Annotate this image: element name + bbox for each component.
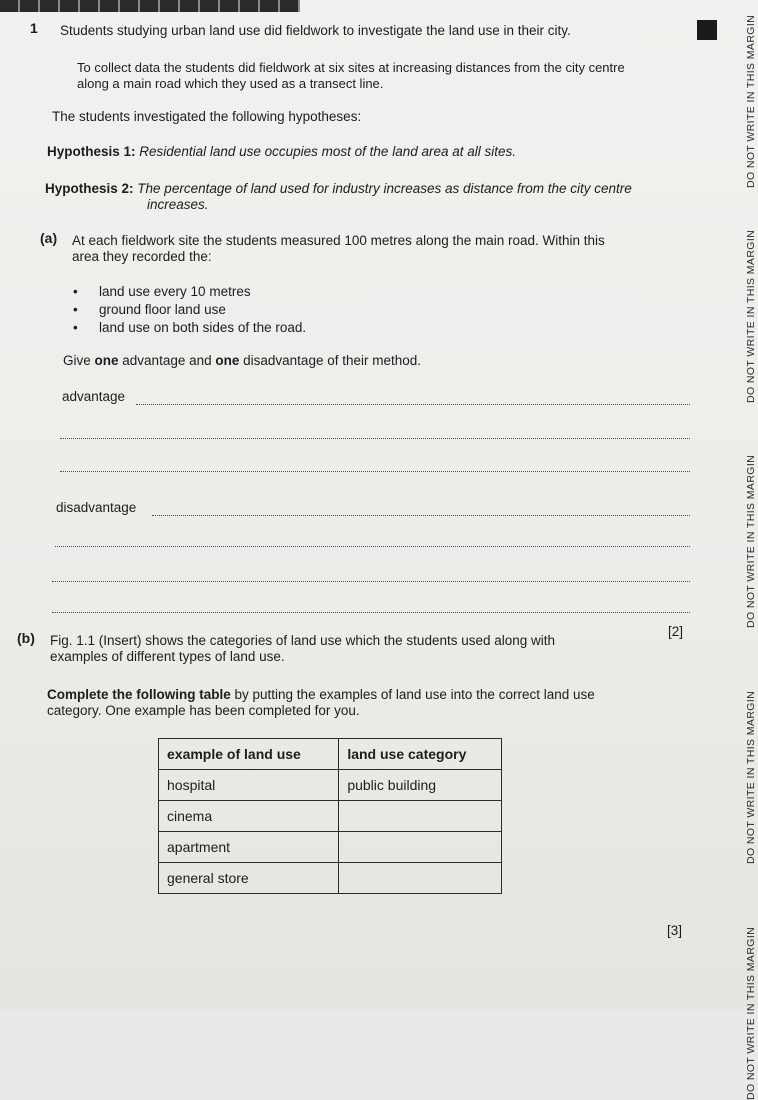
method-line-1: To collect data the students did fieldwork at six sites at increasing distances from the city centre <box>77 60 625 75</box>
category-answer-cell[interactable] <box>339 832 502 863</box>
registration-mark <box>697 20 717 40</box>
hypothesis-2-text-line-1: The percentage of land used for industry increases as distance from the city centre <box>137 181 632 196</box>
table-row <box>159 801 502 832</box>
method-line-2: along a main road which they used as a transect line. <box>77 76 384 91</box>
part-a-label: (a) <box>40 230 58 246</box>
part-a-bullet-1: • land use every 10 metres <box>99 283 251 300</box>
instruction-rest: by putting the examples of land use into the correct land use <box>230 687 595 702</box>
part-a-marks: [2] <box>668 624 684 639</box>
instruction-bold: Complete the following table <box>47 687 231 702</box>
advantage-answer-line-1[interactable] <box>136 404 690 405</box>
hypothesis-1-label: Hypothesis 1: <box>47 144 136 159</box>
instruction-pre: Give <box>63 353 95 368</box>
example-cell: general store <box>159 863 339 894</box>
question-intro: Students studying urban land use did fieldwork to investigate the land use in their city. <box>60 23 571 38</box>
margin-warning-1: DO NOT WRITE IN THIS MARGIN <box>745 14 757 188</box>
disadvantage-answer-line-4[interactable] <box>52 612 690 613</box>
part-b-line-2: examples of different types of land use. <box>50 649 285 664</box>
margin-warning-3: DO NOT WRITE IN THIS MARGIN <box>745 454 757 628</box>
instruction-mid: advantage and <box>118 353 216 368</box>
hypothesis-2-text-line-2: increases. <box>147 197 209 212</box>
category-cell: public building <box>339 770 502 801</box>
part-a-instruction <box>63 352 421 369</box>
category-answer-cell[interactable] <box>339 863 502 894</box>
part-a-bullet-3: • land use on both sides of the road. <box>99 319 306 336</box>
advantage-answer-line-2[interactable] <box>60 438 690 439</box>
hypothesis-1 <box>47 143 516 160</box>
margin-warning-4: DO NOT WRITE IN THIS MARGIN <box>745 690 757 864</box>
header-example: example of land use <box>159 739 339 770</box>
advantage-answer-line-3[interactable] <box>60 471 690 472</box>
instruction-post: disadvantage of their method. <box>239 353 422 368</box>
hypothesis-2 <box>45 180 632 197</box>
instruction-one-2: one <box>215 353 240 368</box>
part-b-line-1: Fig. 1.1 (Insert) shows the categories of land use which the students used along with <box>50 633 556 648</box>
part-b-marks: [3] <box>667 923 683 938</box>
hypothesis-2-label: Hypothesis 2: <box>45 181 134 196</box>
disadvantage-answer-line-3[interactable] <box>52 581 690 582</box>
example-cell: cinema <box>159 801 339 832</box>
header-category: land use category <box>339 739 502 770</box>
table-header-row <box>159 739 502 770</box>
scan-edge-strip <box>0 0 300 12</box>
example-cell: apartment <box>159 832 339 863</box>
land-use-table <box>158 738 502 894</box>
part-b-instruction-line-2: category. One example has been completed for you. <box>47 703 360 718</box>
part-b-label: (b) <box>17 630 35 646</box>
part-b-instruction-line-1 <box>47 686 595 703</box>
table-row <box>159 863 502 894</box>
table-row <box>159 832 502 863</box>
hypotheses-intro: The students investigated the following hypotheses: <box>52 109 362 124</box>
margin-warning-2: DO NOT WRITE IN THIS MARGIN <box>745 229 757 403</box>
disadvantage-label: disadvantage <box>56 500 137 515</box>
table-row <box>159 770 502 801</box>
example-cell: hospital <box>159 770 339 801</box>
disadvantage-answer-line-2[interactable] <box>55 546 690 547</box>
instruction-one-1: one <box>94 353 119 368</box>
question-number: 1 <box>30 20 38 36</box>
disadvantage-answer-line-1[interactable] <box>152 515 690 516</box>
part-a-line-1: At each fieldwork site the students measured 100 metres along the main road. Within this <box>72 233 605 248</box>
part-a-bullet-2: • ground floor land use <box>99 301 226 318</box>
margin-warning-5: DO NOT WRITE IN THIS MARGIN <box>745 926 757 1100</box>
category-answer-cell[interactable] <box>339 801 502 832</box>
hypothesis-1-text: Residential land use occupies most of the land area at all sites. <box>139 144 517 159</box>
advantage-label: advantage <box>62 389 126 404</box>
part-a-line-2: area they recorded the: <box>72 249 212 264</box>
